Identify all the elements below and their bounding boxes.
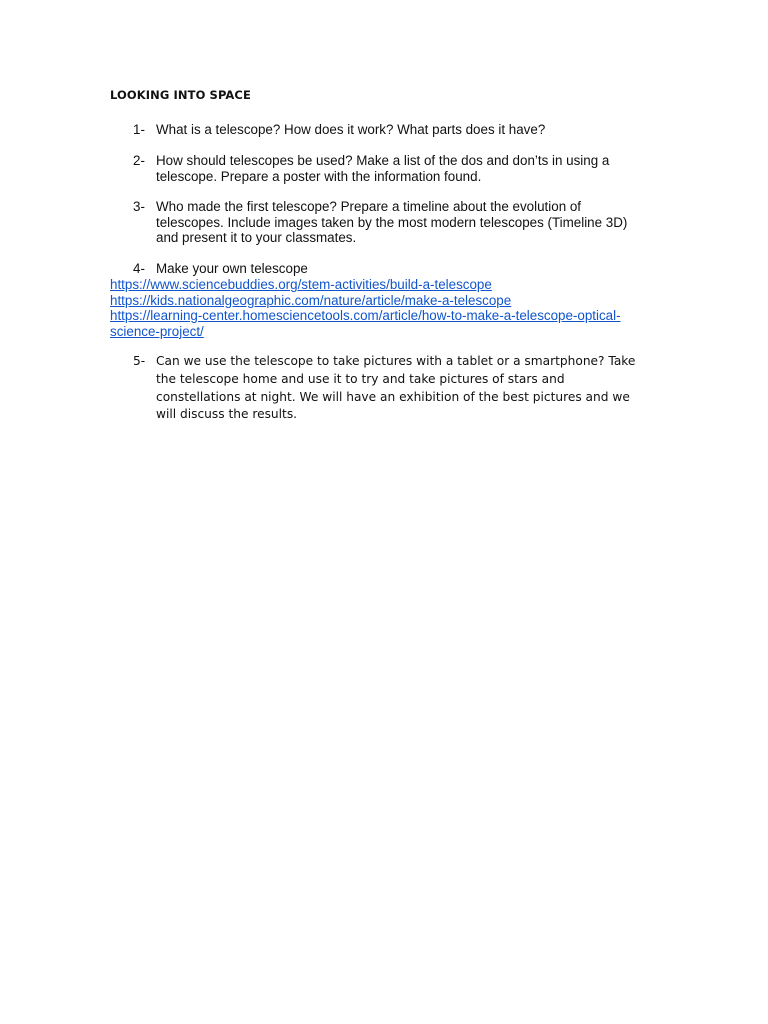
question-3 xyxy=(110,199,670,246)
question-text: Make your own telescope xyxy=(156,261,308,276)
question-text: How should telescopes be used? Make a list of the dos and don’ts in using a telescope. Prepare a poster with the information found. xyxy=(156,153,610,184)
question-number: 5- xyxy=(133,354,146,368)
link-sciencebuddies[interactable]: https://www.sciencebuddies.org/stem-activities/build-a-telescope xyxy=(110,277,492,292)
question-4 xyxy=(110,261,670,277)
question-number: 4- xyxy=(133,261,145,276)
link-homesciencetools[interactable]: https://learning-center.homesciencetools.com/article/how-to-make-a-telescope-optical- science-project/ xyxy=(110,308,621,339)
question-number: 1- xyxy=(133,122,145,137)
question-text: Can we use the telescope to take pictures with a tablet or a smartphone? Take the telescope home and use it to try and take pictures of stars and constellations at night. We will have an exhibition of the best pictures and we will discuss the results. xyxy=(156,354,636,422)
question-2 xyxy=(110,153,670,184)
question-1 xyxy=(110,122,670,138)
link-list xyxy=(110,277,670,339)
link-nationalgeographic[interactable]: https://kids.nationalgeographic.com/nature/article/make-a-telescope xyxy=(110,292,512,308)
question-number: 3- xyxy=(133,199,145,214)
document-title: LOOKING INTO SPACE xyxy=(110,88,251,102)
question-text: Who made the first telescope? Prepare a timeline about the evolution of telescopes. Include images taken by the most modern telescopes (Timeline 3D) and present it to your classmates. xyxy=(156,199,628,246)
question-text: What is a telescope? How does it work? What parts does it have? xyxy=(156,122,546,137)
question-number: 2- xyxy=(133,153,145,168)
question-5 xyxy=(110,353,670,424)
